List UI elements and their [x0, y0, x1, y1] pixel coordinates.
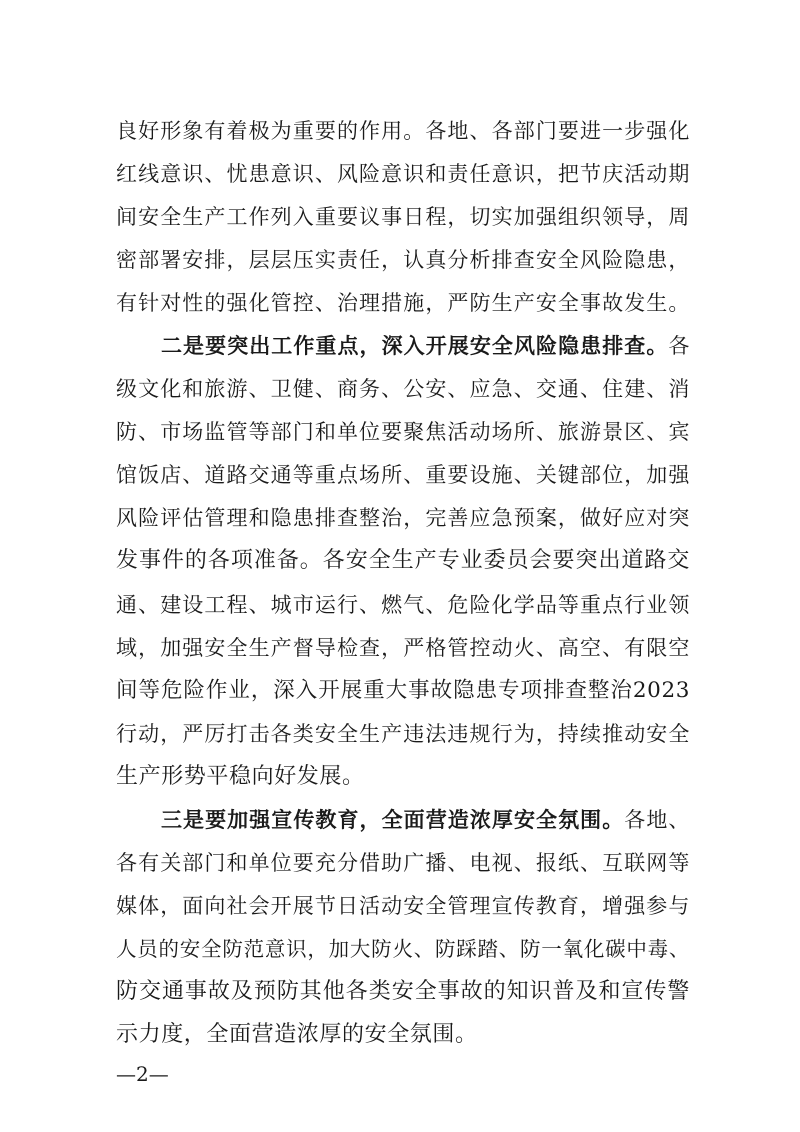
heading-tail-text: 各: [668, 334, 690, 358]
paragraph-line: 生产形势平稳向好发展。: [116, 764, 365, 789]
paragraph-line: 发事件的各项准备。各安全生产专业委员会要突出道路交: [116, 548, 690, 573]
paragraph-line: 各有关部门和单位要充分借助广播、电视、报纸、互联网等: [116, 851, 690, 875]
paragraph-line: 间安全生产工作列入重要议事日程，切实加强组织领导，周: [116, 205, 690, 229]
section-heading: 二是要突出工作重点，深入开展安全风险隐患排查。: [161, 333, 669, 358]
paragraph-line: 防、市场监管等部门和单位要聚焦活动场所、旅游景区、宾: [116, 420, 690, 444]
paragraph-line: 风险评估管理和隐患排查整治，完善应急预案，做好应对突: [116, 506, 690, 530]
paragraph-line: 有针对性的强化管控、治理措施，严防生产安全事故发生。: [116, 291, 690, 315]
paragraph-line: 域，加强安全生产督导检查，严格管控动火、高空、有限空: [116, 636, 690, 660]
paragraph-first-line: [161, 805, 690, 835]
paragraph-line: 间等危险作业，深入开展重大事故隐患专项排查整治2023: [116, 678, 690, 703]
paragraph-line: 行动，严厉打击各类安全生产违法违规行为，持续推动安全: [116, 722, 690, 746]
paragraph-line: 防交通事故及预防其他各类安全事故的知识普及和宣传警: [116, 979, 690, 1004]
paragraph-line: 良好形象有着极为重要的作用。各地、各部门要进一步强化: [116, 119, 690, 143]
paragraph-line: 馆饭店、道路交通等重点场所、重要设施、关键部位，加强: [116, 463, 690, 487]
paragraph-line: 示力度，全面营造浓厚的安全氛围。: [116, 1022, 478, 1047]
paragraph-line: 级文化和旅游、卫健、商务、公安、应急、交通、住建、消: [116, 377, 690, 401]
paragraph-line: 通、建设工程、城市运行、燃气、危险化学品等重点行业领: [116, 593, 690, 617]
paragraph-first-line: [161, 331, 690, 361]
paragraph-line: 媒体，面向社会开展节日活动安全管理宣传教育，增强参与: [116, 894, 690, 918]
paragraph-line: 红线意识、忧患意识、风险意识和责任意识，把节庆活动期: [116, 162, 690, 186]
paragraph-line: 密部署安排，层层压实责任，认真分析排查安全风险隐患，: [116, 248, 690, 272]
page-number: —2—: [116, 1062, 169, 1086]
heading-tail-text: 各地、: [624, 808, 690, 832]
paragraph-line: 人员的安全防范意识，加大防火、防踩踏、防一氧化碳中毒、: [116, 937, 690, 961]
section-heading: 三是要加强宣传教育，全面营造浓厚安全氛围。: [161, 807, 625, 832]
